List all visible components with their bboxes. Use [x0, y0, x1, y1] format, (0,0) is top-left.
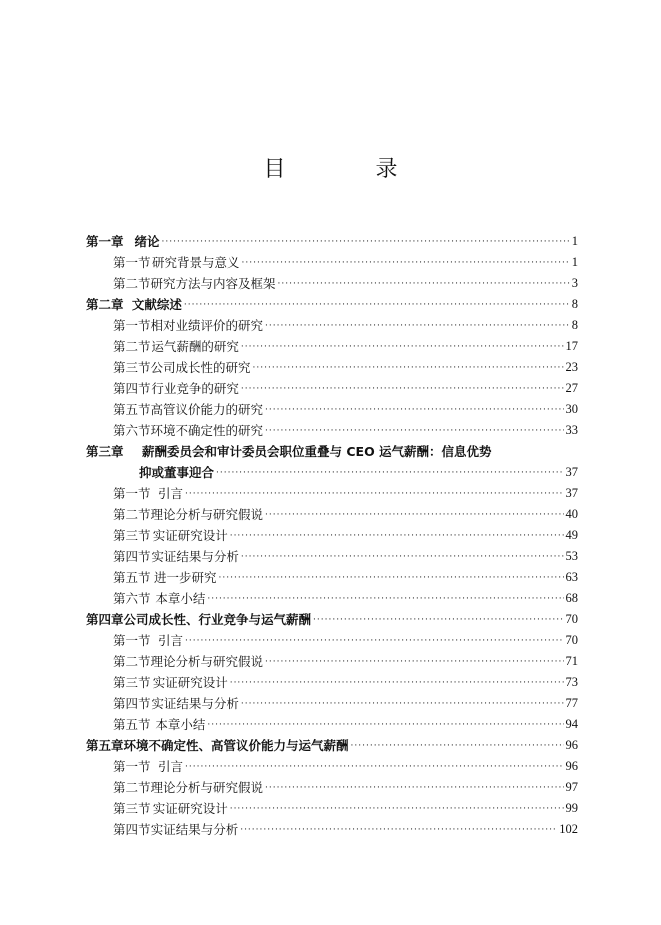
page-number: 97 [565, 780, 578, 794]
page-number: 1 [571, 234, 578, 248]
entry-title: 绪论 [134, 234, 160, 249]
dot-leader [265, 653, 563, 672]
section-number: 第四节 [113, 696, 151, 711]
toc-section-entry[interactable] [86, 777, 578, 798]
entry-title: 环境不确定性、高管议价能力与运气薪酬 [123, 738, 349, 753]
entry-title: 相对业绩评价的研究 [150, 318, 264, 333]
entry-title: 文献综述 [131, 297, 182, 312]
page-number: 77 [565, 696, 578, 710]
dot-leader [185, 485, 563, 504]
dot-leader [219, 569, 564, 588]
page-number: 53 [565, 549, 578, 563]
dot-leader [230, 527, 564, 546]
dot-leader [230, 800, 564, 819]
toc-section-entry[interactable] [86, 483, 578, 504]
toc-section-entry[interactable] [86, 273, 578, 294]
page-number: 30 [565, 402, 578, 416]
dot-leader [241, 695, 564, 714]
dot-leader [241, 548, 564, 567]
table-of-contents [86, 231, 578, 840]
toc-section-entry[interactable] [86, 252, 578, 273]
entry-title: 实证研究设计 [152, 675, 228, 690]
page-number: 96 [565, 738, 578, 752]
page-number: 94 [565, 717, 578, 731]
toc-title: 目 录 [263, 157, 432, 182]
toc-chapter-entry[interactable] [86, 231, 578, 252]
entry-title: 行业竞争的研究 [151, 381, 239, 396]
toc-section-entry[interactable] [86, 315, 578, 336]
dot-leader [265, 422, 563, 441]
toc-section-entry[interactable] [86, 693, 578, 714]
page-number: 99 [565, 801, 578, 815]
page-number: 68 [565, 591, 578, 605]
section-number: 第一节 [113, 255, 151, 270]
page-number: 23 [565, 360, 578, 374]
toc-chapter-entry[interactable] [86, 462, 578, 483]
entry-title: 引言 [158, 486, 184, 501]
dot-leader [162, 233, 570, 252]
section-number: 第一节 [113, 759, 151, 774]
page-number: 8 [571, 318, 578, 332]
page-number: 49 [565, 528, 578, 542]
entry-title: 研究背景与意义 [152, 255, 240, 270]
entry-title: 理论分析与研究假说 [150, 507, 264, 522]
entry-title: 公司成长性的研究 [150, 360, 251, 375]
entry-title: 抑或董事迎合 [139, 465, 215, 480]
toc-section-entry[interactable] [86, 714, 578, 735]
dot-leader [230, 674, 564, 693]
page-number: 63 [565, 570, 578, 584]
entry-title: 引言 [158, 633, 184, 648]
dot-leader [313, 611, 563, 630]
entry-title: 高管议价能力的研究 [150, 402, 264, 417]
page-number: 33 [565, 423, 578, 437]
page-number: 8 [571, 297, 578, 311]
toc-section-entry[interactable] [86, 567, 578, 588]
dot-leader [184, 296, 570, 315]
section-number: 第三节 [113, 360, 151, 375]
entry-title: 公司成长性、行业竞争与运气薪酬 [123, 612, 312, 627]
section-number: 第一节 [113, 486, 151, 501]
entry-title: 本章小结 [155, 591, 206, 606]
dot-leader [207, 590, 563, 609]
section-number: 第三节 [113, 675, 151, 690]
entry-title: 研究方法与内容及框架 [150, 276, 276, 291]
toc-section-entry[interactable] [86, 336, 578, 357]
entry-title: 引言 [158, 759, 184, 774]
toc-section-entry[interactable] [86, 819, 578, 840]
entry-title: 本章小结 [155, 717, 206, 732]
section-number: 第一节 [113, 318, 151, 333]
chapter-number: 第四章 [86, 612, 124, 627]
toc-section-entry[interactable] [86, 546, 578, 567]
section-number: 第三节 [113, 528, 151, 543]
dot-leader [242, 254, 570, 273]
page-number: 40 [565, 507, 578, 521]
dot-leader [278, 275, 570, 294]
dot-leader [240, 821, 557, 840]
section-number: 第五节 [113, 402, 151, 417]
page-number: 27 [565, 381, 578, 395]
toc-section-entry[interactable] [86, 399, 578, 420]
chapter-number: 第二章 [86, 297, 124, 312]
page-number: 71 [565, 654, 578, 668]
entry-title: 薪酬委员会和审计委员会职位重叠与 CEO 运气薪酬：信息优势 [142, 444, 492, 459]
entry-title: 进一步研究 [154, 570, 217, 585]
section-number: 第二节 [113, 507, 151, 522]
dot-leader [241, 380, 564, 399]
dot-leader [351, 737, 564, 756]
toc-chapter-entry[interactable] [86, 294, 578, 315]
toc-section-entry[interactable] [86, 756, 578, 777]
toc-section-entry[interactable] [86, 504, 578, 525]
section-number: 第二节 [113, 654, 151, 669]
toc-section-entry[interactable] [86, 672, 578, 693]
dot-leader [253, 359, 564, 378]
dot-leader [216, 464, 563, 483]
toc-section-entry[interactable] [86, 525, 578, 546]
chapter-number: 第五章 [86, 738, 124, 753]
section-number: 第二节 [113, 780, 151, 795]
section-number: 第四节 [113, 549, 151, 564]
entry-title: 实证结果与分析 [151, 696, 239, 711]
page-number: 37 [565, 465, 578, 479]
dot-leader [265, 506, 563, 525]
page-number: 37 [565, 486, 578, 500]
entry-title: 实证结果与分析 [151, 549, 239, 564]
dot-leader [265, 401, 563, 420]
toc-section-entry[interactable] [86, 588, 578, 609]
toc-chapter-entry[interactable] [86, 735, 578, 756]
entry-title: 实证研究设计 [152, 528, 228, 543]
dot-leader [207, 716, 563, 735]
entry-title: 理论分析与研究假说 [150, 654, 264, 669]
dot-leader [265, 317, 570, 336]
toc-section-entry[interactable] [86, 420, 578, 441]
page-number: 102 [559, 822, 578, 836]
dot-leader [185, 632, 563, 651]
entry-title: 理论分析与研究假说 [150, 780, 264, 795]
section-number: 第三节 [113, 801, 151, 816]
toc-chapter-entry[interactable] [86, 609, 578, 630]
dot-leader [185, 758, 563, 777]
toc-section-entry[interactable] [86, 651, 578, 672]
entry-title: 运气薪酬的研究 [151, 339, 239, 354]
chapter-number: 第一章 [86, 234, 124, 249]
section-number: 第二节 [113, 276, 151, 291]
section-number: 第五节 [113, 717, 151, 732]
page-number: 73 [565, 675, 578, 689]
dot-leader [241, 338, 564, 357]
page-number: 3 [571, 276, 578, 290]
section-number: 第六节 [113, 423, 151, 438]
dot-leader [265, 779, 563, 798]
entry-title: 环境不确定性的研究 [150, 423, 264, 438]
section-number: 第四节 [113, 381, 151, 396]
section-number: 第二节 [113, 339, 151, 354]
page-number: 70 [565, 633, 578, 647]
toc-section-entry[interactable] [86, 378, 578, 399]
entry-title: 实证结果与分析 [150, 822, 239, 837]
toc-section-entry[interactable] [86, 357, 578, 378]
entry-title: 实证研究设计 [152, 801, 228, 816]
section-number: 第六节 [113, 591, 151, 606]
page-number: 17 [565, 339, 578, 353]
toc-section-entry[interactable] [86, 630, 578, 651]
page-number: 1 [571, 255, 578, 269]
page-number: 70 [565, 612, 578, 626]
section-number: 第五节 [113, 570, 151, 585]
section-number: 第四节 [113, 822, 151, 837]
toc-section-entry[interactable] [86, 798, 578, 819]
section-number: 第一节 [113, 633, 151, 648]
chapter-number: 第三章 [86, 444, 124, 459]
toc-chapter-entry[interactable] [86, 441, 578, 462]
page-number: 96 [565, 759, 578, 773]
